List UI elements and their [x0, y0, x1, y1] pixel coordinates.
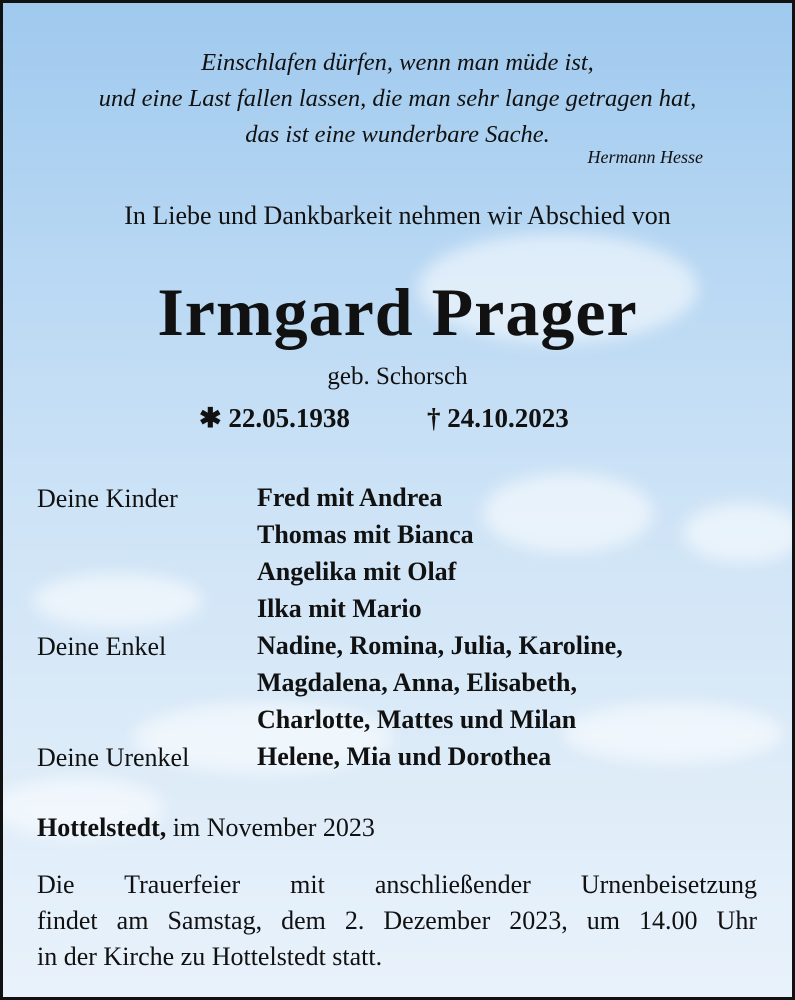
- birth-name: geb. Schorsch: [327, 363, 468, 390]
- relative-name: Magdalena, Anna, Elisabeth,: [257, 668, 578, 697]
- quote-line: das ist eine wunderbare Sache.: [245, 121, 550, 148]
- intro-text: In Liebe und Dankbarkeit nehmen wir Abschied von: [124, 201, 671, 230]
- ceremony-line: Die Trauerfeier mit anschließender Urnenbeisetzung: [37, 870, 757, 899]
- birth-date: ✱ 22.05.1938: [199, 403, 350, 433]
- relative-name: Charlotte, Mattes und Milan: [257, 705, 577, 734]
- death-date: † 24.10.2023: [427, 403, 569, 433]
- relatives-names-children: [257, 479, 474, 627]
- quote: [3, 45, 792, 153]
- deceased-name: Irmgard Prager: [157, 274, 638, 350]
- relative-name: Helene, Mia und Dorothea: [257, 742, 552, 771]
- relatives-label-great-grandchildren: Deine Urenkel: [37, 743, 190, 772]
- relatives-label-grandchildren: Deine Enkel: [37, 632, 167, 661]
- quote-line: Einschlafen dürfen, wenn man müde ist,: [201, 49, 594, 76]
- relatives-names-great-grandchildren: [257, 738, 551, 775]
- place-and-date: [37, 813, 375, 843]
- quote-line: und eine Last fallen lassen, die man sehr lange getragen hat,: [98, 85, 697, 112]
- relatives-names-grandchildren: [257, 627, 623, 738]
- relative-name: Angelika mit Olaf: [257, 557, 457, 586]
- ceremony-line: findet am Samstag, dem 2. Dezember 2023, um 14.00 Uhr: [37, 906, 757, 935]
- month-year: im November 2023: [172, 813, 375, 842]
- relative-name: Nadine, Romina, Julia, Karoline,: [257, 631, 623, 660]
- relative-name: Ilka mit Mario: [257, 594, 422, 623]
- quote-author: Hermann Hesse: [587, 147, 703, 167]
- ceremony-line: in der Kirche zu Hottelstedt statt.: [37, 942, 383, 971]
- relatives-label-children: Deine Kinder: [37, 484, 178, 513]
- ceremony-info: [37, 867, 757, 975]
- town: Hottelstedt,: [37, 813, 167, 842]
- relative-name: Thomas mit Bianca: [257, 520, 474, 549]
- relative-name: Fred mit Andrea: [257, 483, 443, 512]
